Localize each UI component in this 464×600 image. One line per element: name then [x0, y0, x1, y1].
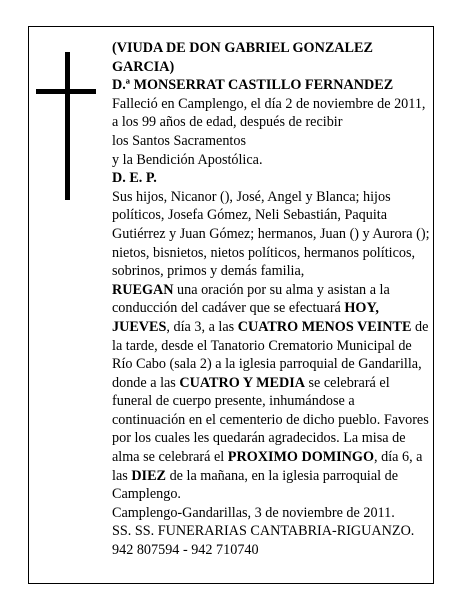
conduction-line-1 — [112, 299, 422, 318]
today-word: HOY, — [344, 300, 379, 317]
conduction-line-2 — [112, 318, 429, 337]
deceased-name: D.ª MONSERRAT CASTILLO FERNANDEZ — [112, 77, 394, 94]
mass-line-3: Camplengo. — [112, 486, 181, 503]
cross-horizontal-bar — [36, 89, 96, 94]
conduction-text: conducción del cadáver que se efectuará — [112, 300, 345, 317]
death-line-4: y la Bendición Apostólica. — [112, 151, 263, 168]
obituary-text — [112, 39, 430, 560]
weekday-word: JUEVES — [112, 318, 167, 335]
conduction-line-4: Río Cabo (sala 2) a la iglesia parroquial de Gandarilla, — [112, 356, 422, 373]
family-line-2: políticos, Josefa Gómez, Neli Sebastián, Paquita — [112, 207, 388, 224]
rip-line: D. E. P. — [112, 170, 157, 187]
conduction-time: CUATRO MENOS VEINTE — [237, 318, 412, 335]
funeral-home: SS. SS. FUNERARIAS CANTABRIA-RIGUANZO. — [112, 523, 415, 540]
death-line-3: los Santos Sacramentos — [112, 132, 246, 149]
cross-icon — [36, 52, 96, 200]
mass-hour: DIEZ — [131, 467, 167, 484]
mass-day: PROXIMO DOMINGO — [227, 449, 374, 466]
day-text: , día 3, a las — [166, 318, 238, 335]
mass-las: las — [112, 467, 132, 484]
widow-line-1: (VIUDA DE DON GABRIEL GONZALEZ — [112, 40, 373, 56]
ruegan-line — [112, 281, 422, 300]
family-line-5: sobrinos, primos y demás familia, — [112, 263, 305, 280]
mass-place: de la mañana, en la iglesia parroquial de — [166, 467, 399, 484]
mass-line-1 — [112, 448, 422, 467]
ruegan-word: RUEGAN — [112, 281, 174, 298]
phone-numbers: 942 807594 - 942 710740 — [112, 542, 259, 559]
cross-vertical-bar — [65, 52, 70, 200]
conduction-line-5 — [112, 374, 422, 393]
mass-line-2 — [112, 467, 422, 486]
funeral-intro: donde a las — [112, 374, 180, 391]
family-line-1: Sus hijos, Nicanor (), José, Angel y Blanca; hijos — [112, 188, 391, 205]
death-line-2: a los 99 años de edad, después de recibir — [112, 114, 343, 131]
mass-intro: alma se celebrará el — [112, 449, 228, 466]
funeral-time: CUATRO Y MEDIA — [179, 374, 305, 391]
place-date: Camplengo-Gandarillas, 3 de noviembre de 2011. — [112, 504, 395, 521]
death-line-1: Falleció en Camplengo, el día 2 de noviembre de 2011, — [112, 95, 426, 112]
mass-date: , día 6, a — [374, 449, 423, 466]
conduction-de: de — [411, 318, 429, 335]
widow-line-2: GARCIA) — [112, 58, 175, 75]
ruegan-rest: una oración por su alma y asistan a la — [173, 281, 390, 298]
family-line-3: Gutiérrez y Juan Gómez; hermanos, Juan () y Aurora (); — [112, 225, 430, 242]
conduction-line-3: la tarde, desde el Tanatorio Crematorio Municipal de — [112, 337, 412, 354]
conduction-line-8: por los cuales les quedarán agradecidos. La misa de — [112, 430, 406, 447]
funeral-rest: se celebrará el — [304, 374, 390, 391]
conduction-line-6: funeral de cuerpo presente, inhumándose a — [112, 393, 355, 410]
family-line-4: nietos, bisnietos, nietos políticos, hermanos políticos, — [112, 244, 416, 261]
conduction-line-7: continuación en el cementerio de dicho pueblo. Favores — [112, 411, 429, 428]
